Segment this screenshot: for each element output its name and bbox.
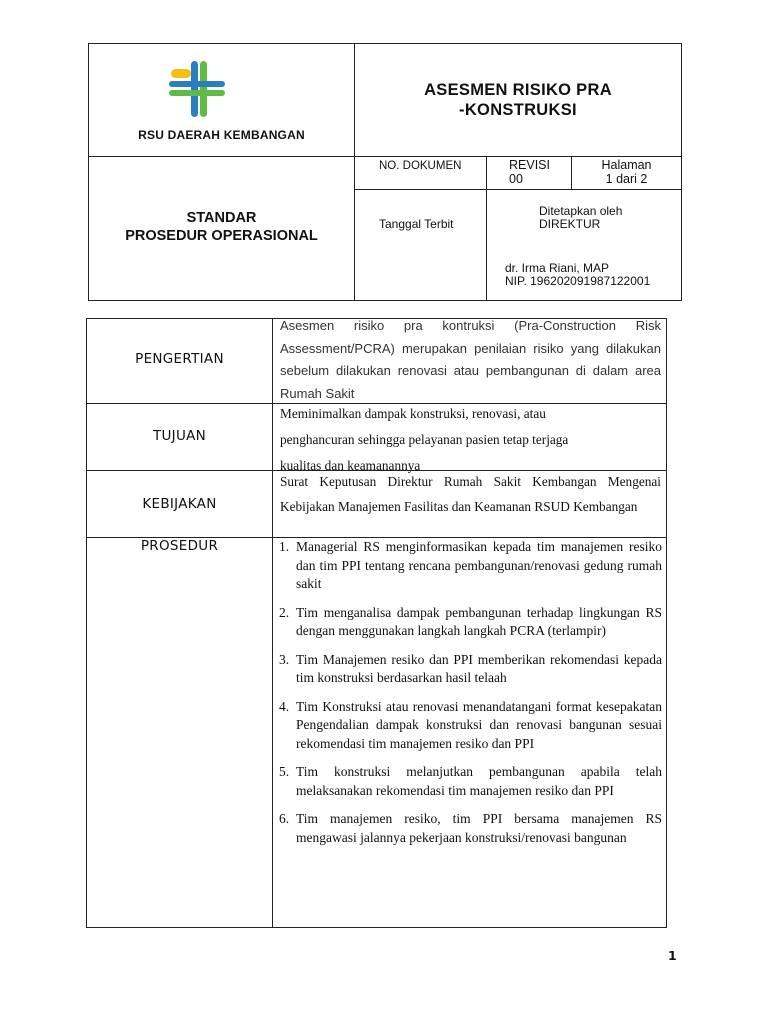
halaman-label: Halaman bbox=[601, 158, 652, 172]
hospital-logo bbox=[167, 59, 227, 119]
kebijakan-text: Surat Keputusan Direktur Rumah Sakit Kembangan Mengenai Kebijakan Manajemen Fasilitas dan Keamanan RSUD Kembangan bbox=[280, 474, 661, 514]
document-header-table bbox=[88, 43, 682, 301]
sop-title-line-2: PROSEDUR OPERASIONAL bbox=[125, 228, 318, 244]
kebijakan-label: KEBIJAKAN bbox=[142, 496, 217, 512]
ditetapkan-direktur: DIREKTUR bbox=[539, 217, 601, 231]
signer-nip: NIP. 196202091987122001 bbox=[505, 274, 651, 288]
revisi-label: REVISI bbox=[509, 158, 550, 172]
revisi-value: 00 bbox=[509, 172, 523, 186]
prosedur-item: 3. Tim Manajemen resiko dan PPI memberikan rekomendasi kepada tim konstruksi berdasarkan hasil telaah bbox=[279, 651, 662, 685]
tujuan-label: TUJUAN bbox=[152, 428, 207, 444]
page-number: 1 bbox=[668, 948, 677, 963]
sop-title-line-1: STANDAR bbox=[186, 210, 257, 226]
pengertian-text: Asesmen risiko pra kontruksi (Pra-Construction Risk Assessment/PCRA) merupakan penilaian risiko yang dilakukan sebelum dilakukan renovasi atau pembangunan di dalam area Rumah Sakit bbox=[280, 318, 661, 401]
pengertian-label: PENGERTIAN bbox=[135, 351, 224, 367]
prosedur-item: 5. Tim konstruksi melanjutkan pembangunan apabila telah melaksanakan rekomendasi tim manajemen resiko dan PPI bbox=[279, 764, 662, 798]
halaman-value: 1 dari 2 bbox=[605, 172, 648, 186]
signer-name: dr. Irma Riani, MAP bbox=[505, 261, 610, 275]
prosedur-item: 4. Tim Konstruksi atau renovasi menandatangani format kesepakatan Pengendalian dampak konstruksi dan renovasi bangunan sesuai rekomendasi tim manajemen resiko dan PPI bbox=[279, 698, 662, 751]
ditetapkan-oleh: Ditetapkan oleh bbox=[539, 204, 623, 218]
hospital-name: RSU DAERAH KEMBANGAN bbox=[138, 128, 305, 142]
prosedur-item: 6. Tim manajemen resiko, tim PPI bersama manajemen RS mengawasi jalannya pekerjaan konstruksi/renovasi bangunan bbox=[279, 811, 662, 845]
document-title-line-1: ASESMEN RISIKO PRA bbox=[424, 81, 612, 99]
tanggal-terbit-label: Tanggal Terbit bbox=[379, 217, 454, 231]
prosedur-label: PROSEDUR bbox=[140, 538, 219, 554]
doc-number-label: NO. DOKUMEN bbox=[379, 160, 462, 172]
prosedur-list bbox=[279, 538, 662, 857]
tujuan-text: Meminimalkan dampak konstruksi, renovasi, atau penghancuran sehingga pelayanan pasien tetap terjaga kualitas dan keamanannya bbox=[280, 406, 569, 473]
prosedur-item: 2. Tim menganalisa dampak pembangunan terhadap lingkungan RS dengan menggunakan langkah langkah PCRA (terlampir) bbox=[279, 604, 662, 638]
hospital-logo-icon bbox=[167, 59, 227, 119]
prosedur-item: 1. Managerial RS menginformasikan kepada tim manajemen resiko dan tim PPI tentang rencana pembangunan/renovasi gedung rumah sakit bbox=[279, 539, 662, 591]
document-title-line-2: -KONSTRUKSI bbox=[459, 101, 577, 119]
